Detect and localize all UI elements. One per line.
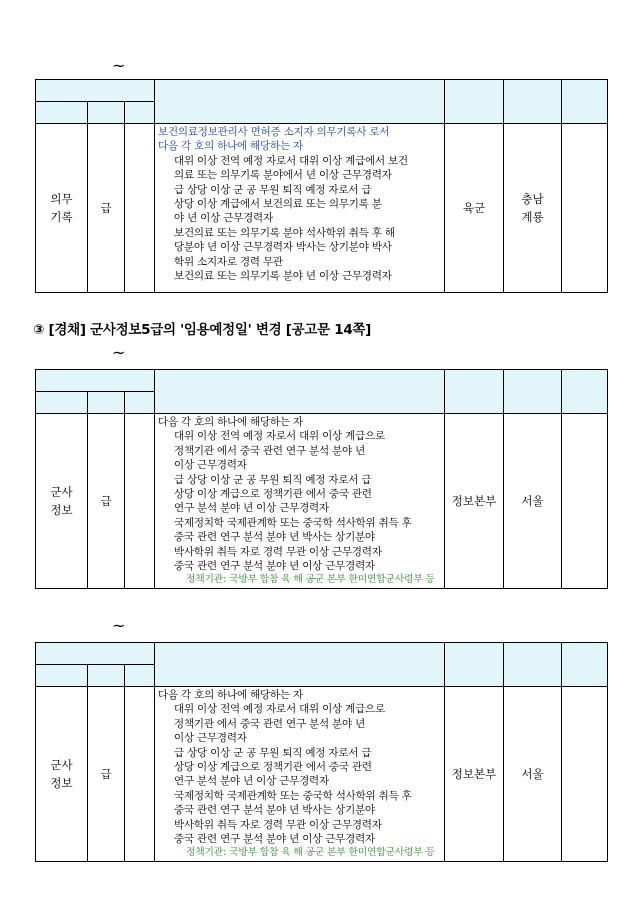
field-label: 군사 정보 <box>50 484 73 517</box>
grade-cell <box>88 414 125 589</box>
qualification-line: 급 상당 이상 군 공 무원 퇴직 예정 자로서 급 <box>174 473 372 486</box>
header-cell <box>504 80 562 124</box>
qualification-line: 다음 각 호의 하나에 해당하는 자 <box>158 689 303 701</box>
location-cell <box>504 124 562 293</box>
empty-cell <box>562 124 608 293</box>
location-label: 서울 <box>521 493 544 508</box>
grade-label: 급 <box>100 493 112 508</box>
header-cell <box>562 80 608 124</box>
header-cell <box>88 665 125 687</box>
header-cell <box>155 643 445 687</box>
branch-cell <box>445 414 504 589</box>
grade-cell <box>88 687 125 862</box>
header-cell <box>445 370 504 414</box>
qualification-line: 연구 분석 분야 년 이상 근무경력자 <box>174 502 329 515</box>
recruitment-table-military-intel <box>35 369 608 589</box>
qualification-line: 당분야 년 이상 근무경력자 박사는 상기분야 박사 <box>174 241 392 254</box>
qualification-line: 다음 각 호의 하나에 해당하는 자 <box>158 416 303 428</box>
header-cell <box>155 80 445 124</box>
qualification-line: 대위 이상 전역 예정 자로서 대위 이상 계급으로 <box>174 430 385 443</box>
header-cell <box>36 392 88 414</box>
qualification-cell <box>155 687 445 862</box>
qualification-line: 국제정치학 국제관계학 또는 중국학 석사학위 취득 후 <box>174 516 412 529</box>
empty-cell <box>125 414 155 589</box>
field-label: 의무 기록 <box>50 192 73 224</box>
qualification-line: 보건의료 또는 의무기록 분야 석사학위 취득 후 해 <box>174 226 395 239</box>
empty-cell <box>125 687 155 862</box>
header-cell <box>36 102 88 124</box>
qualification-line: 급 상당 이상 군 공 무원 퇴직 예정 자로서 급 <box>174 746 372 759</box>
qualification-line: 정책기관 에서 중국 관련 연구 분석 분야 년 <box>174 717 366 730</box>
qualification-line: 대위 이상 전역 예정 자로서 대위 이상 계급에서 보건 <box>174 154 408 167</box>
tilde-mark: ~ <box>112 343 126 362</box>
qualification-line: 이상 근무경력자 <box>174 732 247 745</box>
header-cell <box>36 665 88 687</box>
tilde-mark: ~ <box>112 56 126 75</box>
branch-cell <box>445 687 504 862</box>
qualification-line: 상당 이상 계급으로 정책기관 에서 중국 관련 <box>174 488 372 501</box>
qualification-line: 중국 관련 연구 분석 분야 년 박사는 상기분야 <box>174 804 375 817</box>
qualification-cell <box>155 124 445 293</box>
recruitment-table-military-intel-changed <box>35 642 608 862</box>
location-label: 서울 <box>521 766 544 781</box>
location-cell <box>504 414 562 589</box>
header-cell <box>36 643 155 665</box>
branch-label: 정보본부 <box>451 493 497 508</box>
empty-cell <box>562 414 608 589</box>
header-cell <box>125 392 155 414</box>
header-cell <box>562 643 608 687</box>
empty-cell <box>562 687 608 862</box>
grade-label: 급 <box>100 201 112 215</box>
location-cell <box>504 687 562 862</box>
header-cell <box>88 392 125 414</box>
qualification-line: 야 년 이상 근무경력자 <box>174 212 273 225</box>
header-cell <box>504 643 562 687</box>
header-cell <box>445 80 504 124</box>
section-heading: ③ [경채] 군사정보5급의 '임용예정일' 변경 [공고문 14쪽] <box>33 322 372 338</box>
field-cell <box>36 124 88 293</box>
qualification-line: 중국 관련 연구 분석 분야 년 이상 근무경력자 <box>174 833 375 846</box>
qualification-line: 중국 관련 연구 분석 분야 년 박사는 상기분야 <box>174 531 375 544</box>
policy-agency-note: 정책기관: 국방부 합참 육 해 공군 본부 한미연합군사령부 등 <box>186 574 435 586</box>
header-cell <box>36 80 155 102</box>
qualification-line: 연구 분석 분야 년 이상 근무경력자 <box>174 775 329 788</box>
policy-agency-note: 정책기관: 국방부 합참 육 해 공군 본부 한미연합군사령부 등 <box>186 847 435 859</box>
qualification-line: 의료 또는 의무기록 분야에서 년 이상 근무경력자 <box>174 169 392 182</box>
location-label: 충남 계룡 <box>521 192 544 224</box>
header-cell <box>88 102 125 124</box>
branch-label: 정보본부 <box>451 766 497 781</box>
header-cell <box>36 370 155 392</box>
header-cell <box>155 370 445 414</box>
header-cell <box>504 370 562 414</box>
qualification-line: 이상 근무경력자 <box>174 459 247 472</box>
tilde-mark: ~ <box>112 616 126 635</box>
branch-cell <box>445 124 504 293</box>
field-cell <box>36 414 88 589</box>
qualification-line: 박사학위 취득 자로 경력 무관 이상 근무경력자 <box>174 818 382 831</box>
qualification-line: 국제정치학 국제관계학 또는 중국학 석사학위 취득 후 <box>174 789 412 802</box>
qualification-cell <box>155 414 445 589</box>
qualification-line: 중국 관련 연구 분석 분야 년 이상 근무경력자 <box>174 560 375 573</box>
header-cell <box>125 665 155 687</box>
qualification-line: 상당 이상 계급에서 보건의료 또는 의무기록 분 <box>174 198 382 211</box>
grade-label: 급 <box>100 766 112 781</box>
header-cell <box>445 643 504 687</box>
qualification-line: 박사학위 취득 자로 경력 무관 이상 근무경력자 <box>174 545 382 558</box>
grade-cell <box>88 124 125 293</box>
field-label: 군사 정보 <box>50 757 73 790</box>
recruitment-table-medical-records <box>35 79 608 293</box>
qualification-line: 보건의료 또는 의무기록 분야 년 이상 근무경력자 <box>174 270 392 283</box>
qualification-line: 다음 각 호의 하나에 해당하는 자 <box>158 140 303 153</box>
header-cell <box>125 102 155 124</box>
qualification-line: 보건의료정보관리사 면허증 소지자 의무기록사 로서 <box>158 126 390 138</box>
qualification-line: 학위 소지자로 경력 무관 <box>174 255 283 268</box>
qualification-line: 정책기관 에서 중국 관련 연구 분석 분야 년 <box>174 444 366 457</box>
qualification-line: 상당 이상 계급으로 정책기관 에서 중국 관련 <box>174 761 372 774</box>
header-cell <box>562 370 608 414</box>
empty-cell <box>125 124 155 293</box>
qualification-line: 대위 이상 전역 예정 자로서 대위 이상 계급으로 <box>174 703 385 716</box>
field-cell <box>36 687 88 862</box>
qualification-line: 급 상당 이상 군 공 무원 퇴직 예정 자로서 급 <box>174 183 372 196</box>
branch-label: 육군 <box>462 201 486 215</box>
